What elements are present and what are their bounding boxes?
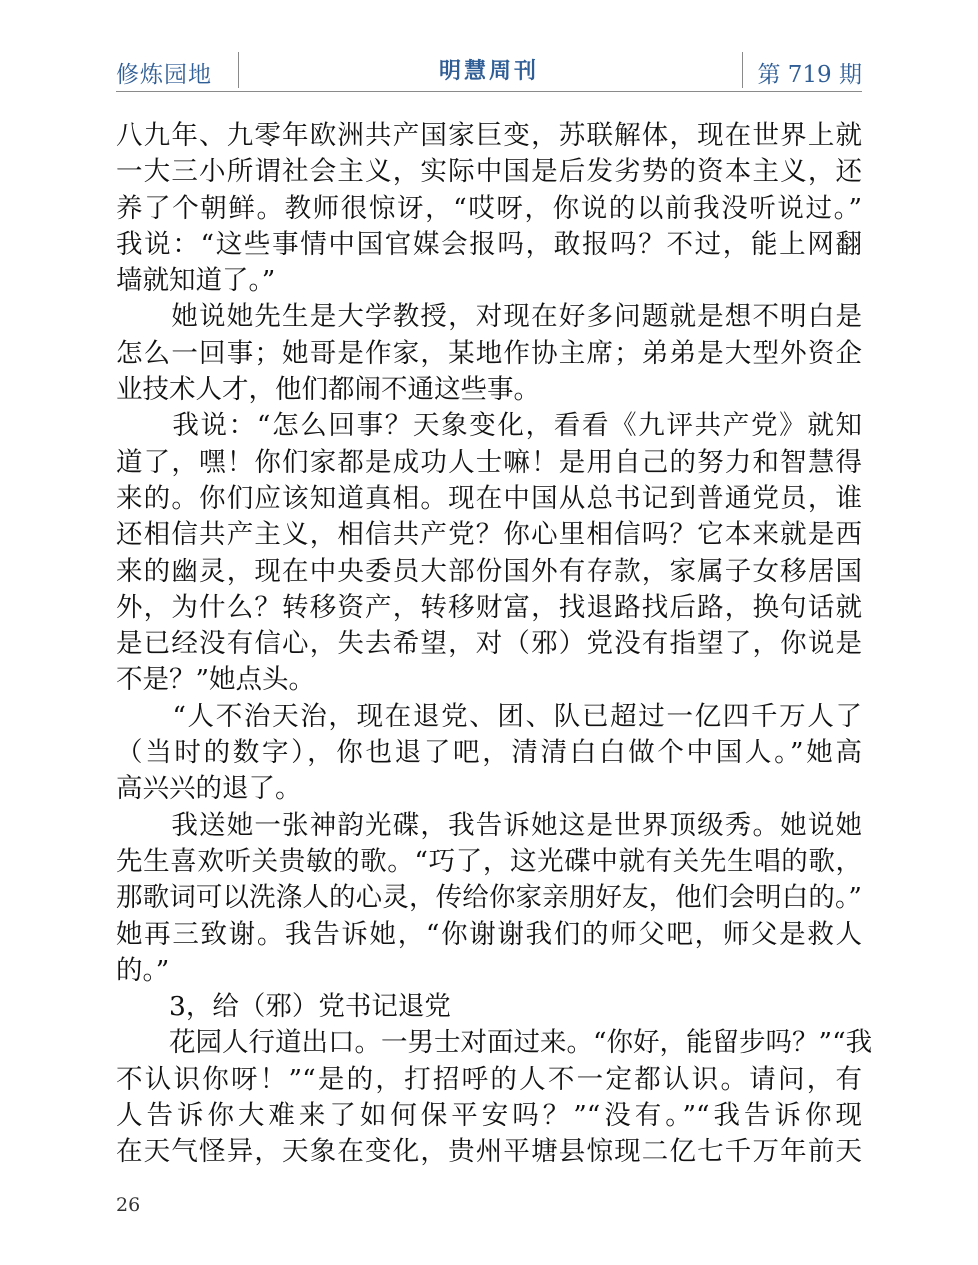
text-line: 她再三致谢。我告诉她，“你谢谢我们的师父吧，师父是救人: [116, 918, 862, 950]
text-line: 我说：“这些事情中国官媒会报吗，敢报吗？不过，能上网翻: [116, 228, 862, 260]
text-line: 3，给（邪）党书记退党: [116, 991, 451, 1023]
text-line: 人告诉你大难来了如何保平安吗？”“没有。”“我告诉你现: [116, 1100, 862, 1132]
text-line: 怎么一回事；她哥是作家，某地作协主席；弟弟是大型外资企: [116, 337, 862, 369]
section-name: 修炼园地: [116, 62, 212, 88]
text-line: 道了，嘿！你们家都是成功人士嘛！是用自己的努力和智慧得: [116, 446, 862, 478]
text-line: （当时的数字），你也退了吧，清清白白做个中国人。”她高: [116, 737, 862, 769]
article-body: [116, 118, 873, 1171]
publication-title: 明慧周刊: [438, 59, 539, 84]
text-line: 是已经没有信心，失去希望，对（邪）党没有指望了，你说是: [116, 628, 862, 660]
header-rule: [116, 91, 862, 92]
text-line: 墙就知道了。”: [116, 265, 276, 297]
text-line: 花园人行道出口。一男士对面过来。“你好，能留步吗？”“我: [116, 1027, 873, 1059]
text-line: 一大三小所谓社会主义，实际中国是后发劣势的资本主义，还: [116, 156, 862, 188]
text-line: 那歌词可以洗涤人的心灵，传给你家亲朋好友，他们会明白的。”: [116, 882, 862, 914]
text-line: 高兴兴的退了。: [116, 773, 302, 805]
text-line: 八九年、九零年欧洲共产国家巨变，苏联解体，现在世界上就: [116, 120, 862, 151]
text-line: 还相信共产主义，相信共产党？你心里相信吗？它本来就是西: [116, 519, 862, 551]
text-line: 我送她一张神韵光碟，我告诉她这是世界顶级秀。她说她: [116, 809, 862, 841]
page-number: 26: [116, 1194, 141, 1216]
text-line: 的。”: [116, 954, 170, 986]
text-line: 不认识你呀！”“是的，打招呼的人不一定都认识。请问，有: [116, 1063, 862, 1095]
running-header: [116, 52, 862, 92]
text-line: 来的。你们应该知道真相。现在中国从总书记到普通党员，谁: [116, 482, 862, 514]
text-line: 在天气怪异，天象在变化，贵州平塘县惊现二亿七千万年前天: [116, 1136, 862, 1168]
text-line: 业技术人才，他们都闹不通这些事。: [116, 374, 540, 406]
issue-number: 第 719 期: [757, 62, 862, 88]
text-line: 来的幽灵，现在中央委员大部份国外有存款，家属子女移居国: [116, 555, 862, 587]
text-line: 她说她先生是大学教授，对现在好多问题就是想不明白是: [116, 301, 862, 333]
text-line: 我说：“怎么回事？天象变化，看看《九评共产党》就知: [116, 410, 862, 442]
text-line: 外，为什么？转移资产，转移财富，找退路找后路，换句话就: [116, 591, 862, 623]
text-line: “人不治天治，现在退党、团、队已超过一亿四千万人了: [116, 700, 862, 732]
header-divider-right: [742, 52, 743, 88]
text-line: 先生喜欢听关贵敏的歌。“巧了，这光碟中就有关先生唱的歌，: [116, 845, 862, 877]
text-line: 不是？”她点头。: [116, 664, 316, 696]
text-line: 养了个朝鲜。教师很惊讶，“哎呀，你说的以前我没听说过。”: [116, 192, 862, 224]
